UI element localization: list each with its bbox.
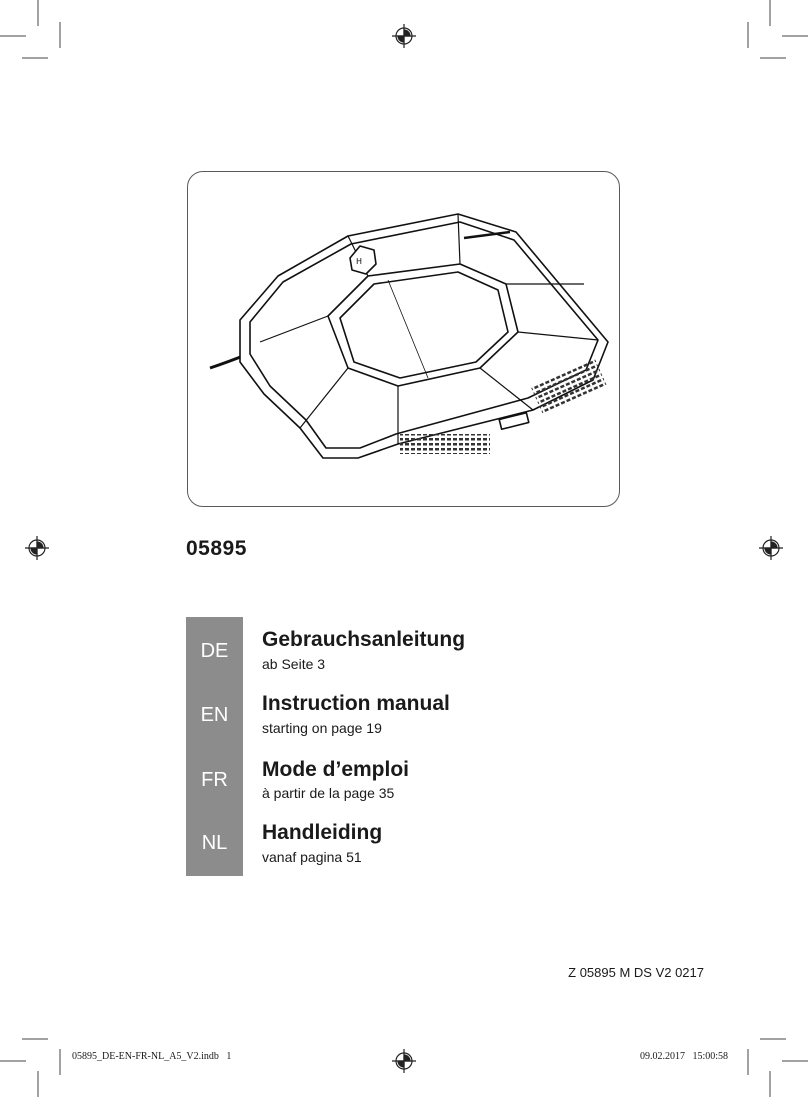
manual-title-en: Instruction manual (262, 692, 450, 715)
registration-mark-top (392, 24, 416, 48)
document-code: Z 05895 M DS V2 0217 (568, 965, 704, 980)
manual-title-nl: Handleiding (262, 821, 383, 844)
language-code-nl: NL (201, 832, 228, 854)
print-slug-file: 05895_DE-EN-FR-NL_A5_V2.indb 1 (72, 1051, 232, 1062)
manual-title-fr: Mode d’emploi (262, 758, 409, 781)
manual-title-de: Gebrauchsanleitung (262, 628, 466, 651)
manual-start-page-de: ab Seite 3 (262, 656, 326, 672)
product-number: 05895 (186, 537, 247, 560)
registration-mark-right (759, 536, 783, 560)
print-slug-datetime: 09.02.2017 15:00:58 (639, 1051, 728, 1062)
registration-mark-left (25, 536, 49, 560)
language-column (186, 617, 243, 876)
language-code-de: DE (200, 640, 229, 662)
registration-mark-bottom (392, 1049, 416, 1073)
product-image-frame (187, 171, 620, 507)
svg-text:H: H (356, 257, 363, 266)
manual-start-page-fr: à partir de la page 35 (262, 785, 395, 801)
language-code-en: EN (200, 704, 229, 726)
manual-start-page-nl: vanaf pagina 51 (262, 849, 362, 865)
robot-vacuum-illustration (188, 172, 621, 508)
language-code-fr: FR (201, 769, 228, 791)
manual-start-page-en: starting on page 19 (262, 720, 382, 736)
